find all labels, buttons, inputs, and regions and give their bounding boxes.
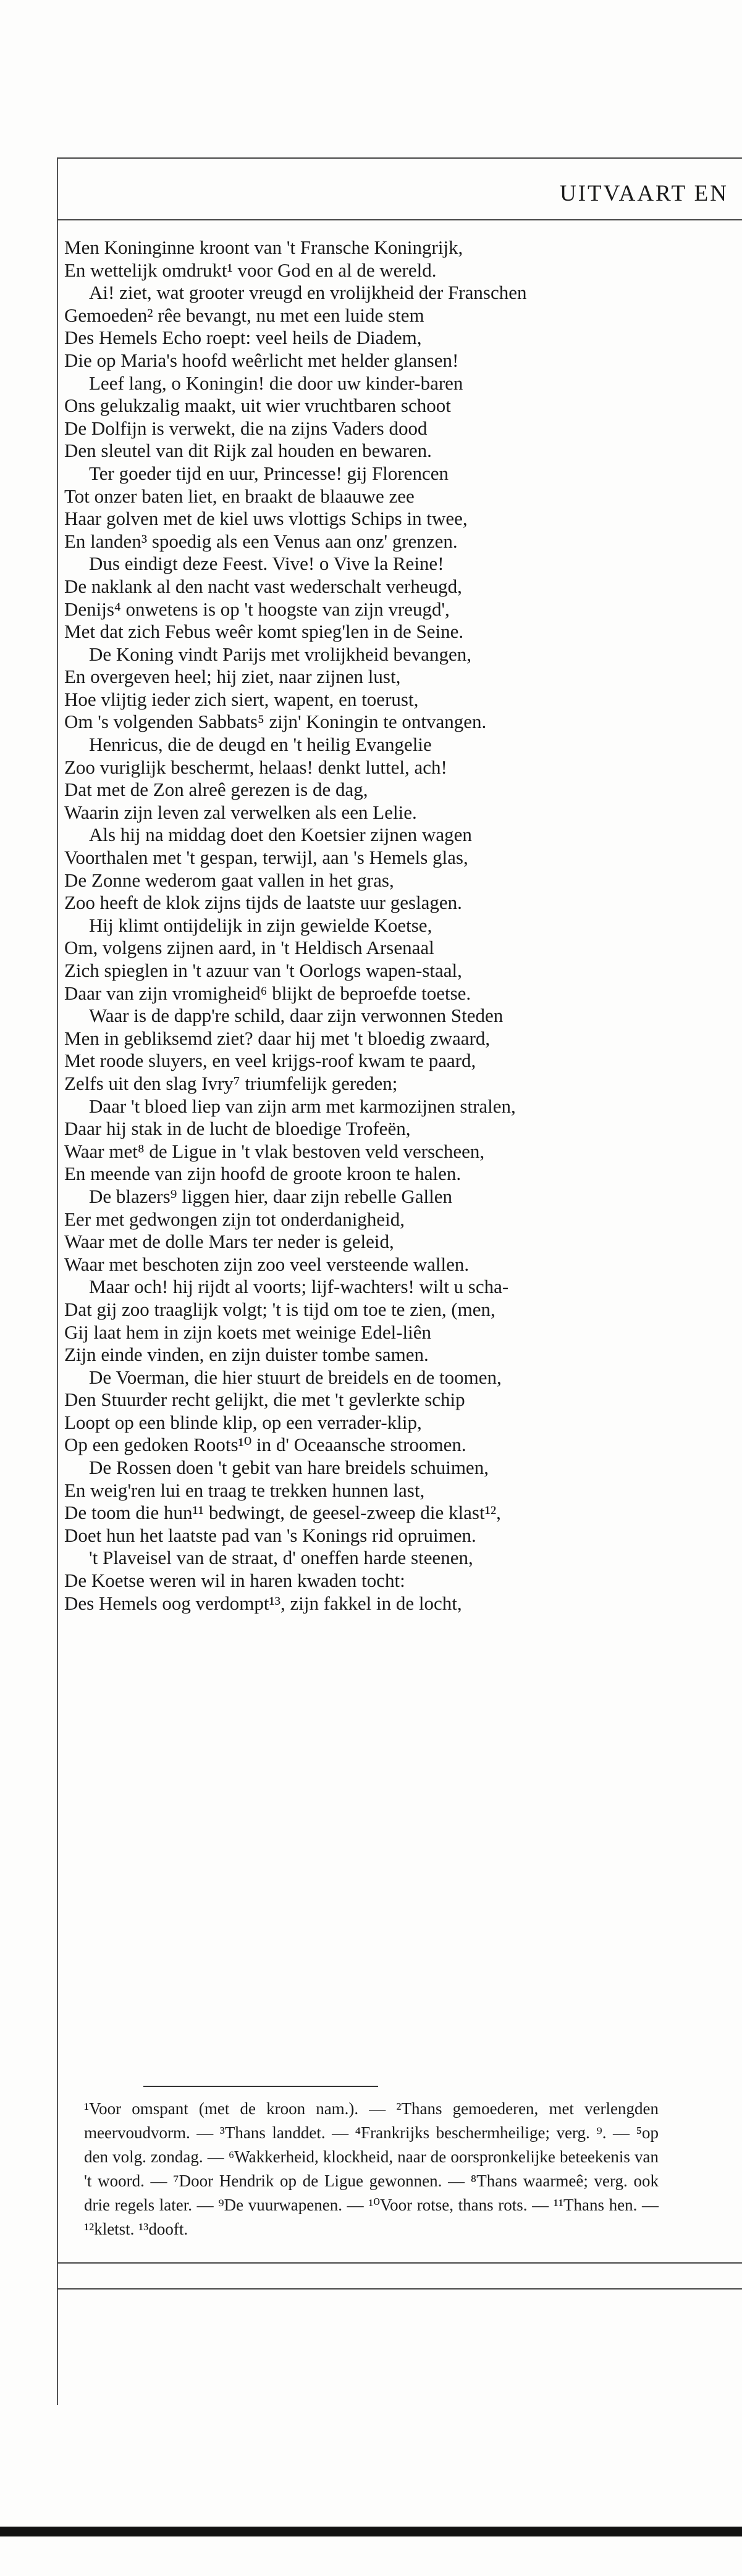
poem-line: Waar met beschoten zijn zoo veel versteende wallen. (64, 1253, 470, 1275)
poem-line: De Voerman, die hier stuurt de breidels en de toomen, (89, 1366, 502, 1388)
poem-line: Den sleutel van dit Rijk zal houden en bewaren. (64, 440, 432, 462)
poem-line: Op een gedoken Roots¹⁰ in d' Oceaansche stroomen. (64, 1434, 466, 1456)
poem-line: Gij laat hem in zijn koets met weinige Edel-liên (64, 1321, 431, 1343)
bottom-rule-lower (57, 2288, 742, 2290)
poem-line: Doet hun het laatste pad van 's Konings rid opruimen. (64, 1524, 476, 1546)
left-border-rule (57, 157, 58, 2405)
poem-line: Hij klimt ontijdelijk in zijn gewielde Koetse, (89, 914, 432, 936)
poem-line: Den Stuurder recht gelijkt, die met 't gevlerkte schip (64, 1389, 465, 1411)
poem-line: Eer met gedwongen zijn tot onderdanigheid, (64, 1208, 405, 1230)
poem-line: Als hij na middag doet den Koetsier zijnen wagen (89, 824, 472, 846)
poem-line: De toom die hun¹¹ bedwingt, de geesel-zweep die klast¹², (64, 1502, 501, 1524)
poem-line: De blazers⁹ liggen hier, daar zijn rebelle Gallen (89, 1185, 452, 1207)
poem-line: Dus eindigt deze Feest. Vive! o Vive la Reine! (89, 553, 444, 575)
poem-line: Men in gebliksemd ziet? daar hij met 't bloedig zwaard, (64, 1027, 491, 1049)
poem-line: De Zonne wederom gaat vallen in het gras, (64, 869, 394, 891)
poem-line: En meende van zijn hoofd de groote kroon te halen. (64, 1163, 462, 1185)
footnotes (84, 2097, 659, 2241)
poem-line: Met dat zich Febus weêr komt spieg'len in de Seine. (64, 621, 464, 643)
poem-line: Hoe vlijtig ieder zich siert, wapent, en toerust, (64, 688, 419, 710)
poem-line: Zijn einde vinden, en zijn duister tombe samen. (64, 1344, 429, 1366)
poem-line: Zich spieglen in 't azuur van 't Oorlogs wapen-staal, (64, 960, 462, 981)
header-rule (57, 219, 742, 220)
poem-line: Zoo heeft de klok zijns tijds de laatste uur geslagen. (64, 892, 462, 914)
poem-line: Haar golven met de kiel uws vlottigs Schips in twee, (64, 508, 468, 530)
poem-line: En overgeven heel; hij ziet, naar zijnen lust, (64, 666, 401, 688)
poem-line: Ter goeder tijd en uur, Princesse! gij Florencen (89, 462, 449, 484)
poem-line: Met roode sluyers, en veel krijgs-roof kwam te paard, (64, 1050, 476, 1072)
poem-line: Voorthalen met 't gespan, terwijl, aan 's Hemels glas, (64, 847, 468, 869)
poem-line: De Koning vindt Parijs met vrolijkheid bevangen, (89, 643, 472, 665)
poem-line: En landen³ spoedig als een Venus aan onz' grenzen. (64, 530, 458, 552)
poem-line: Ons gelukzalig maakt, uit wier vruchtbaren schoot (64, 395, 451, 417)
poem-line: Daar van zijn vromigheid⁶ blijkt de beproefde toetse. (64, 982, 471, 1004)
poem-line: Men Koninginne kroont van 't Fransche Koningrijk, (64, 236, 463, 258)
poem-line: Tot onzer baten liet, en braakt de blaauwe zee (64, 485, 415, 507)
poem-line: De naklank al den nacht vast wederschalt verheugd, (64, 575, 462, 597)
poem-line: Waar met de dolle Mars ter neder is geleid, (64, 1231, 394, 1253)
poem-line: De Rossen doen 't gebit van hare breidels schuimen, (89, 1457, 489, 1479)
poem-line: Daar hij stak in de lucht de bloedige Trofeën, (64, 1118, 411, 1140)
poem-line: En weig'ren lui en traag te trekken hunnen last, (64, 1479, 425, 1501)
poem-line: Om, volgens zijnen aard, in 't Heldisch Arsenaal (64, 937, 434, 959)
poem-line: Leef lang, o Koningin! die door uw kinder-baren (89, 372, 463, 394)
poem-body (64, 236, 731, 1615)
poem-line: Maar och! hij rijdt al voorts; lijf-wachters! wilt u scha- (89, 1276, 509, 1298)
poem-line: Dat gij zoo traaglijk volgt; 't is tijd om toe te zien, (men, (64, 1298, 495, 1320)
poem-line: De Koetse weren wil in haren kwaden tocht: (64, 1570, 405, 1592)
footnote-text: ¹Voor omspant (met de kroon nam.). — ²Thans gemoederen, met verlengden meervoudvorm. — ³Thans landdet. — ⁴Frankrijks beschermheilige; verg. ⁹. — ⁵op den volg. zondag. — ⁶Wakkerheid, klockheid, naar de oorspronkelijke beteekenis van 't woord. — ⁷Door Hendrik op de Ligue gewonnen. — ⁸Thans waarmeê; verg. ook drie regels later. — ⁹De vuurwapenen. — ¹⁰Voor rotse, thans rots. — ¹¹Thans hen. — ¹²kletst. ¹³dooft. (84, 2099, 659, 2238)
poem-line: Des Hemels oog verdompt¹³, zijn fakkel in de locht, (64, 1592, 462, 1614)
poem-line: 't Plaveisel van de straat, d' oneffen harde steenen, (89, 1547, 473, 1569)
poem-line: Loopt op een blinde klip, op een verrader-klip, (64, 1411, 422, 1433)
poem-line: Zelfs uit den slag Ivry⁷ triumfelijk gereden; (64, 1072, 398, 1094)
footnote-separator (143, 2086, 378, 2087)
poem-line: Die op Maria's hoofd weêrlicht met helder glansen! (64, 349, 459, 371)
poem-line: Waar met⁸ de Ligue in 't vlak bestoven veld verscheen, (64, 1140, 485, 1162)
poem-line: Ai! ziet, wat grooter vreugd en vrolijkheid der Franschen (89, 282, 527, 304)
poem-line: Waarin zijn leven zal verwelken als een Lelie. (64, 801, 417, 823)
poem-line: Zoo vuriglijk beschermt, helaas! denkt luttel, ach! (64, 756, 447, 778)
poem-line: Om 's volgenden Sabbats⁵ zijn' Koningin te ontvangen. (64, 711, 487, 733)
bottom-rule-upper (57, 2262, 742, 2264)
poem-line: De Dolfijn is verwekt, die na zijns Vaders dood (64, 417, 428, 439)
poem-line: Dat met de Zon alreê gerezen is de dag, (64, 779, 368, 801)
poem-line: Denijs⁴ onwetens is op 't hoogste van zijn vreugd', (64, 598, 450, 620)
poem-line: En wettelijk omdrukt¹ voor God en al de wereld. (64, 259, 437, 281)
top-border-rule (57, 157, 742, 159)
page-bottom-bar (0, 2527, 742, 2536)
running-title: UITVAART EN (560, 181, 728, 206)
poem-line: Daar 't bloed liep van zijn arm met karmozijnen stralen, (89, 1095, 516, 1117)
poem-line: Des Hemels Echo roept: veel heils de Diadem, (64, 327, 422, 349)
poem-line: Henricus, die de deugd en 't heilig Evangelie (89, 734, 432, 756)
poem-line: Gemoeden² rêe bevangt, nu met een luide stem (64, 304, 424, 326)
poem-line: Waar is de dapp're schild, daar zijn verwonnen Steden (89, 1005, 504, 1027)
